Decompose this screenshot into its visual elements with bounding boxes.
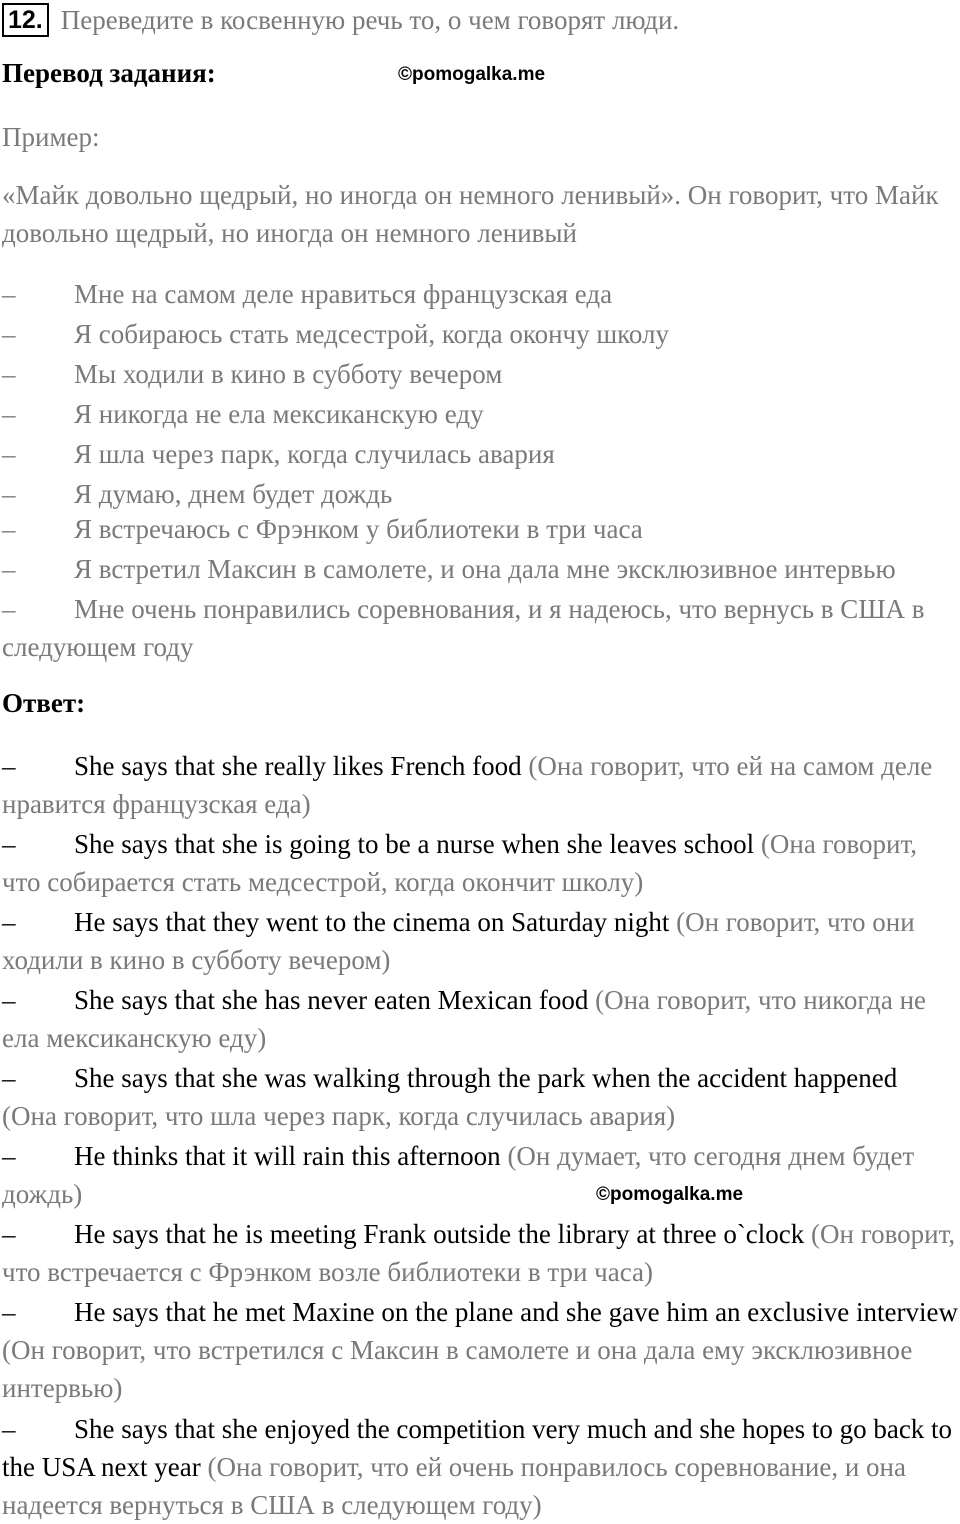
task-item [2,275,958,313]
list-dash: – [2,751,16,781]
list-dash: – [2,554,16,584]
answer-english: He thinks that it will rain this afternoon [74,1141,501,1171]
answer-english: She says that she enjoyed the competition very much and she hopes to go back to the USA next year [2,1414,953,1482]
task-item [2,315,958,353]
answer-translation: (Он говорит, что они ходили в кино в субботу вечером) [2,907,915,975]
list-dash: – [2,829,16,859]
task-item-text: Мы ходили в кино в субботу вечером [74,359,503,389]
list-dash: – [2,907,16,937]
answer-translation: (Она говорит, что собирается стать медсестрой, когда окончит школу) [2,829,917,897]
task-instruction: Переведите в косвенную речь то, о чем говорят люди. [60,4,680,35]
list-dash: – [2,359,16,389]
answer-translation: (Она говорит, что ей очень понравилось соревнование, и она надеется вернуться в США в следующем году) [2,1452,906,1520]
answer-item [2,1410,958,1524]
list-dash: – [2,399,16,429]
list-dash: – [2,319,16,349]
list-dash: – [2,594,16,624]
answer-item [2,1293,958,1407]
task-item [2,510,958,548]
example-text: «Майк довольно щедрый, но иногда он немного ленивый». Он говорит, что Майк довольно щедрый, но иногда он немного ленивый [2,180,939,248]
list-dash: – [2,1414,16,1444]
list-dash: – [2,479,16,509]
list-dash: – [2,279,16,309]
task-item [2,355,958,393]
task-item [2,475,958,513]
list-dash: – [2,1219,16,1249]
task-item-text: Я собираюсь стать медсестрой, когда окончу школу [74,319,670,349]
task-item-text: Я никогда не ела мексиканскую еду [74,399,484,429]
answer-english: He says that he is meeting Frank outside the library at three o`clock [74,1219,805,1249]
task-header [2,2,679,38]
answer-translation: (Она говорит, что шла через парк, когда случилась авария) [2,1101,676,1131]
answer-translation: (Он говорит, что встретился с Максин в самолете и она дала ему эксклюзивное интервью) [2,1335,913,1403]
list-dash: – [2,439,16,469]
answer-item [2,903,958,979]
answer-translation: (Она говорит, что никогда не ела мексиканскую еду) [2,985,927,1053]
answer-english: He says that he met Maxine on the plane and she gave him an exclusive interview [74,1297,958,1327]
task-number: 12. [2,3,49,37]
answer-english: She says that she really likes French food [74,751,522,781]
answer-heading: Ответ: [2,688,86,718]
task-item-text: Я встретил Максин в самолете, и она дала мне эксклюзивное интервью [74,554,896,584]
task-item-text: Я шла через парк, когда случилась авария [74,439,555,469]
answer-english: He says that they went to the cinema on Saturday night [74,907,670,937]
list-dash: – [2,514,16,544]
task-item [2,435,958,473]
watermark-top: ©pomogalka.me [398,64,546,85]
answer-english: She says that she was walking through the park when the accident happened [74,1063,898,1093]
list-dash: – [2,1297,16,1327]
task-item [2,550,958,588]
answer-item [2,825,958,901]
watermark-bottom: ©pomogalka.me [596,1184,744,1205]
task-item [2,590,958,666]
translation-heading: Перевод задания: [2,58,216,88]
answer-translation: (Она говорит, что ей на самом деле нравится французская еда) [2,751,933,819]
task-item-text: Я встречаюсь с Фрэнком у библиотеки в три часа [74,514,643,544]
answer-item [2,1059,958,1135]
list-dash: – [2,985,16,1015]
answer-translation: (Он говорит, что встречается с Фрэнком возле библиотеки в три часа) [2,1219,956,1287]
answer-item [2,1137,958,1213]
answer-translation: (Он думает, что сегодня днем будет дождь) [2,1141,915,1209]
list-dash: – [2,1141,16,1171]
task-item-text: Я думаю, днем будет дождь [74,479,393,509]
task-item [2,395,958,433]
answer-item [2,1215,958,1291]
list-dash: – [2,1063,16,1093]
example-label: Пример: [2,122,100,152]
answer-item [2,747,958,823]
answer-item [2,981,958,1057]
answer-english: She says that she is going to be a nurse when she leaves school [74,829,755,859]
answer-english: She says that she has never eaten Mexican food [74,985,589,1015]
task-item-text: Мне очень понравились соревнования, и я надеюсь, что вернусь в США в следующем году [2,594,925,662]
task-item-text: Мне на самом деле нравиться французская еда [74,279,613,309]
